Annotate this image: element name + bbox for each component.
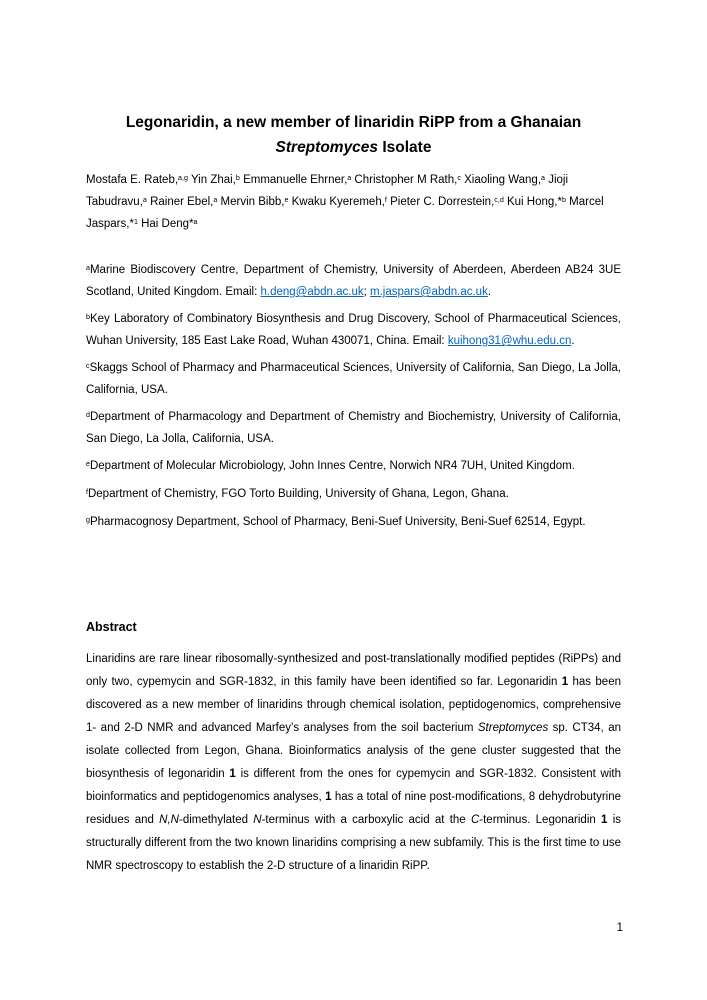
superscript-text: 1 <box>133 217 138 226</box>
text-run: -terminus with a carboxylic acid at the <box>261 814 471 826</box>
text-run: Mostafa E. Rateb, <box>86 174 179 186</box>
text-run: Department of Chemistry, FGO Torto Building, University of Ghana, Legon, Ghana. <box>87 488 509 500</box>
text-run: . <box>487 286 492 298</box>
text-run: Marine Biodiscovery Centre, Department of Chemistry, University of Aberdeen, Aberdeen AB24 3UE Scotland, United Kingdom. Email: <box>86 264 621 298</box>
text-run: Emmanuelle Ehrner, <box>239 174 348 186</box>
text-run: Rainer Ebel, <box>146 196 214 208</box>
superscript-text: b <box>561 195 566 204</box>
superscript-text: a <box>86 263 90 272</box>
superscript-text: e <box>86 459 90 468</box>
text-run: 1 <box>325 791 332 803</box>
text-run: Linaridins are rare linear ribosomally-synthesized and post-translationally modified peptides (RiPPs) and only two, cypemycin and SGR-1832, in this family have been identified so far. Legonaridin <box>86 653 621 688</box>
text-run: Department of Pharmacology and Department of Chemistry and Biochemistry, University of California, San Diego, La Jolla, California, USA. <box>86 411 621 445</box>
affiliations-block <box>86 260 621 534</box>
text-run: Hai Deng* <box>137 218 194 230</box>
superscript-text: d <box>86 410 90 419</box>
text-run: Mervin Bibb, <box>217 196 285 208</box>
text-run: Streptomyces <box>477 722 549 734</box>
superscript-text: c <box>457 173 461 182</box>
text-run: N <box>253 814 262 826</box>
text-run: Isolate <box>378 139 432 156</box>
email-link[interactable]: m.jaspars@abdn.ac.uk <box>370 286 488 298</box>
superscript-text: g <box>86 515 90 524</box>
text-run: Streptomyces <box>275 139 379 156</box>
text-run: ; <box>363 286 371 298</box>
superscript-text: a,g <box>178 173 188 182</box>
affiliation-e <box>86 456 621 478</box>
text-run: N,N <box>159 814 179 826</box>
affiliation-c <box>86 358 621 401</box>
superscript-text: a <box>541 173 545 182</box>
text-run: Department of Molecular Microbiology, John Innes Centre, Norwich NR4 7UH, United Kingdom. <box>89 460 575 472</box>
text-run: Jioji Tabudravu, <box>86 174 569 208</box>
text-run: Christopher M Rath, <box>351 174 458 186</box>
affiliation-f <box>86 484 621 506</box>
text-run: Pieter C. Dorrestein, <box>386 196 495 208</box>
superscript-text: a <box>142 195 147 204</box>
text-run: Kwaku Kyeremeh, <box>288 196 385 208</box>
text-run: Pharmacognosy Department, School of Pharmacy, Beni-Suef University, Beni-Suef 62514, Egypt. <box>89 516 586 528</box>
text-run: sp. CT34, an isolate collected from Legon, Ghana. Bioinformatics analysis of the gene cluster suggested that the biosynthesis of legonaridin <box>86 722 621 780</box>
text-run: Kui Hong,* <box>503 196 562 208</box>
superscript-text: c <box>86 361 90 370</box>
affiliation-b <box>86 309 621 352</box>
author-list <box>86 170 621 236</box>
text-run: 1 <box>229 768 236 780</box>
page-number: 1 <box>616 922 623 934</box>
superscript-text: b <box>86 312 90 321</box>
text-run: -dimethylated <box>178 814 254 826</box>
superscript-text: f <box>384 195 387 204</box>
affiliation-g <box>86 512 621 534</box>
text-run: 1 <box>561 676 569 688</box>
text-run: Legonaridin, a new member of linaridin RiPP from a Ghanaian <box>125 114 582 131</box>
paper-title <box>86 110 621 160</box>
text-run: has a total of nine post-modifications, 8 dehydrobutyrine residues and <box>86 791 621 826</box>
abstract-heading: Abstract <box>86 620 137 634</box>
email-link[interactable]: kuihong31@whu.edu.cn <box>447 335 572 347</box>
text-run: 1 <box>601 814 608 826</box>
text-run: C <box>470 814 480 826</box>
affiliation-d <box>86 407 621 450</box>
superscript-text: a <box>213 195 218 204</box>
text-run: Xiaoling Wang, <box>460 174 542 186</box>
text-run: . <box>571 335 575 347</box>
abstract-text <box>86 648 621 878</box>
superscript-text: f <box>86 487 88 496</box>
text-run: is structurally different from the two known linaridins comprising a new subfamily. This is the first time to use NMR spectroscopy to establish the 2-D structure of a linaridin RiPP. <box>86 814 621 872</box>
superscript-text: e <box>284 195 289 204</box>
text-run: -terminus. Legonaridin <box>479 814 602 826</box>
superscript-text: a <box>193 217 198 226</box>
text-run: Marcel Jaspars,* <box>86 196 604 230</box>
superscript-text: b <box>235 173 240 182</box>
text-run: has been discovered as a new member of linaridins through chemical isolation, peptidogenomics, comprehensive 1- and 2-D NMR and advanced Marfey’s analyses from the soil bacterium <box>86 676 621 734</box>
text-run: is different from the ones for cypemycin and SGR-1832. Consistent with bioinformatics and peptidogenomics analyses, <box>86 768 621 803</box>
superscript-text: a <box>347 173 352 182</box>
affiliation-a <box>86 260 621 303</box>
superscript-text: c,d <box>494 195 504 204</box>
email-link[interactable]: h.deng@abdn.ac.uk <box>260 286 364 298</box>
text-run: Key Laboratory of Combinatory Biosynthesis and Drug Discovery, School of Pharmaceutical Sciences, Wuhan University, 185 East Lake Road, Wuhan 430071, China. Email: <box>86 313 621 347</box>
text-run: Skaggs School of Pharmacy and Pharmaceutical Sciences, University of California, San Diego, La Jolla, California, USA. <box>86 362 621 396</box>
text-run: Yin Zhai, <box>187 174 236 186</box>
